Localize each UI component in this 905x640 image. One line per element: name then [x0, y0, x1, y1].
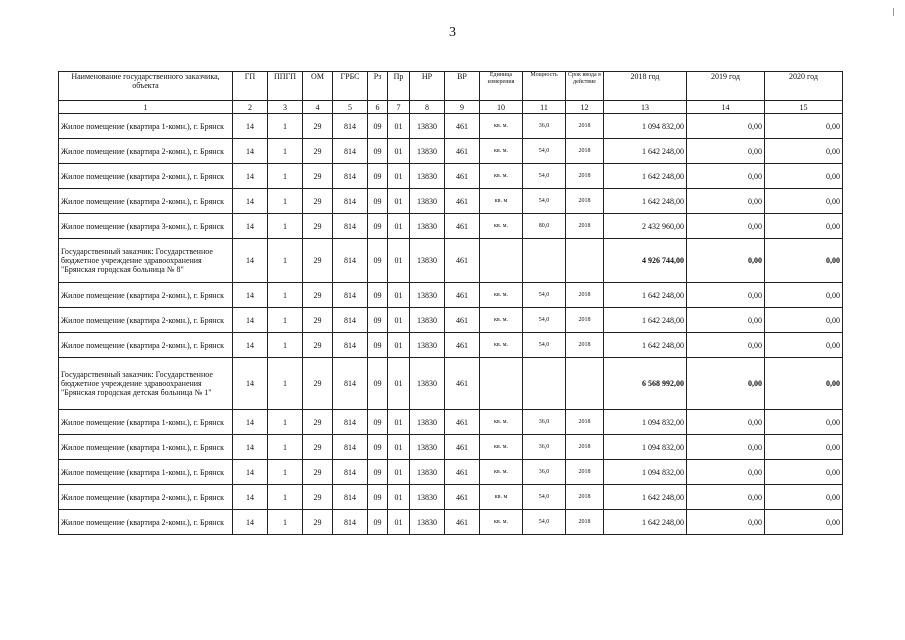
- cell-om: 29: [303, 164, 333, 189]
- cell-amount-2020: 0,00: [765, 308, 843, 333]
- cell-unit: [480, 239, 523, 283]
- cell-amount-2019: 0,00: [687, 283, 765, 308]
- cell-grbs: 814: [333, 485, 368, 510]
- cell-capacity: 80,0: [523, 214, 566, 239]
- cell-capacity: 54,0: [523, 164, 566, 189]
- cell-period: 2018: [566, 189, 604, 214]
- cell-ppgp: 1: [268, 333, 303, 358]
- cell-capacity: 54,0: [523, 510, 566, 535]
- cell-nr: 13830: [410, 214, 445, 239]
- cell-amount-2018: 1 642 248,00: [604, 189, 687, 214]
- cell-pr: 01: [388, 510, 410, 535]
- cell-gp: 14: [233, 114, 268, 139]
- column-number: 15: [765, 101, 843, 114]
- cell-gp: 14: [233, 410, 268, 435]
- cell-period: 2018: [566, 410, 604, 435]
- cell-grbs: 814: [333, 114, 368, 139]
- cell-amount-2019: 0,00: [687, 239, 765, 283]
- cell-rz: 09: [368, 164, 388, 189]
- cell-amount-2020: 0,00: [765, 239, 843, 283]
- cell-pr: 01: [388, 214, 410, 239]
- cell-gp: 14: [233, 333, 268, 358]
- cell-object-name: Жилое помещение (квартира 1-комн.), г. Брянск: [59, 114, 233, 139]
- cell-capacity: 36,0: [523, 460, 566, 485]
- cell-om: 29: [303, 410, 333, 435]
- cell-object-name: Жилое помещение (квартира 2-комн.), г. Брянск: [59, 308, 233, 333]
- column-header-2019: 2019 год: [687, 72, 765, 101]
- column-number: 9: [445, 101, 480, 114]
- cell-capacity: 54,0: [523, 139, 566, 164]
- cell-ppgp: 1: [268, 485, 303, 510]
- table-body: [59, 114, 843, 535]
- cell-grbs: 814: [333, 139, 368, 164]
- cell-om: 29: [303, 139, 333, 164]
- cell-amount-2018: 1 642 248,00: [604, 485, 687, 510]
- cell-nr: 13830: [410, 308, 445, 333]
- cell-nr: 13830: [410, 333, 445, 358]
- cell-object-name: Государственный заказчик: Государственное бюджетное учреждение здравоохранения "Брянская городская больница № 8": [59, 239, 233, 283]
- cell-period: 2018: [566, 333, 604, 358]
- cell-nr: 13830: [410, 283, 445, 308]
- cell-rz: 09: [368, 510, 388, 535]
- cell-grbs: 814: [333, 189, 368, 214]
- column-header-unit: Единица измерения: [480, 72, 523, 101]
- cell-amount-2018: 1 642 248,00: [604, 164, 687, 189]
- cell-gp: 14: [233, 358, 268, 410]
- cell-ppgp: 1: [268, 510, 303, 535]
- cell-object-name: Жилое помещение (квартира 2-комн.), г. Брянск: [59, 164, 233, 189]
- cell-amount-2018: 1 094 832,00: [604, 410, 687, 435]
- budget-table: [58, 71, 843, 535]
- cell-amount-2020: 0,00: [765, 283, 843, 308]
- cell-om: 29: [303, 308, 333, 333]
- cell-object-name: Жилое помещение (квартира 2-комн.), г. Брянск: [59, 283, 233, 308]
- cell-om: 29: [303, 358, 333, 410]
- cell-gp: 14: [233, 214, 268, 239]
- cell-period: 2018: [566, 164, 604, 189]
- cell-vr: 461: [445, 114, 480, 139]
- cell-amount-2019: 0,00: [687, 189, 765, 214]
- column-number: 3: [268, 101, 303, 114]
- cell-ppgp: 1: [268, 410, 303, 435]
- cell-object-name: Жилое помещение (квартира 2-комн.), г. Брянск: [59, 189, 233, 214]
- cell-grbs: 814: [333, 358, 368, 410]
- cell-nr: 13830: [410, 239, 445, 283]
- cell-unit: кв. м.: [480, 214, 523, 239]
- table-header-row: [59, 72, 843, 101]
- table-row: [59, 139, 843, 164]
- column-number: 1: [59, 101, 233, 114]
- cell-pr: 01: [388, 239, 410, 283]
- column-number: 13: [604, 101, 687, 114]
- column-number: 2: [233, 101, 268, 114]
- cell-vr: 461: [445, 214, 480, 239]
- cell-vr: 461: [445, 358, 480, 410]
- column-number: 14: [687, 101, 765, 114]
- cell-pr: 01: [388, 308, 410, 333]
- cell-ppgp: 1: [268, 460, 303, 485]
- customer-summary-row: [59, 239, 843, 283]
- column-number: 7: [388, 101, 410, 114]
- table-row: [59, 283, 843, 308]
- cell-om: 29: [303, 485, 333, 510]
- cell-grbs: 814: [333, 333, 368, 358]
- cell-pr: 01: [388, 485, 410, 510]
- cell-amount-2018: 1 094 832,00: [604, 114, 687, 139]
- cell-amount-2019: 0,00: [687, 435, 765, 460]
- cell-rz: 09: [368, 485, 388, 510]
- cell-capacity: [523, 358, 566, 410]
- cell-object-name: Жилое помещение (квартира 2-комн.), г. Брянск: [59, 333, 233, 358]
- cell-grbs: 814: [333, 410, 368, 435]
- column-header-2018: 2018 год: [604, 72, 687, 101]
- column-number: 12: [566, 101, 604, 114]
- cell-nr: 13830: [410, 435, 445, 460]
- cell-amount-2018: 1 094 832,00: [604, 435, 687, 460]
- column-header-grbs: ГРБС: [333, 72, 368, 101]
- customer-summary-row: [59, 358, 843, 410]
- column-header-name: Наименование государственного заказчика, объекта: [59, 72, 233, 101]
- cell-om: 29: [303, 510, 333, 535]
- cell-amount-2018: 1 642 248,00: [604, 139, 687, 164]
- cell-nr: 13830: [410, 460, 445, 485]
- cell-ppgp: 1: [268, 114, 303, 139]
- cell-vr: 461: [445, 164, 480, 189]
- cell-pr: 01: [388, 460, 410, 485]
- cell-om: 29: [303, 114, 333, 139]
- cell-amount-2019: 0,00: [687, 333, 765, 358]
- cell-vr: 461: [445, 283, 480, 308]
- cell-rz: 09: [368, 308, 388, 333]
- cell-gp: 14: [233, 485, 268, 510]
- cell-object-name: Жилое помещение (квартира 3-комн.), г. Брянск: [59, 214, 233, 239]
- cell-pr: 01: [388, 358, 410, 410]
- cell-om: 29: [303, 333, 333, 358]
- column-number: 5: [333, 101, 368, 114]
- cell-grbs: 814: [333, 510, 368, 535]
- cell-period: [566, 358, 604, 410]
- column-number: 4: [303, 101, 333, 114]
- cell-amount-2019: 0,00: [687, 485, 765, 510]
- cell-amount-2020: 0,00: [765, 164, 843, 189]
- cell-vr: 461: [445, 139, 480, 164]
- cell-ppgp: 1: [268, 214, 303, 239]
- cell-grbs: 814: [333, 460, 368, 485]
- cell-grbs: 814: [333, 308, 368, 333]
- cell-vr: 461: [445, 189, 480, 214]
- cell-pr: 01: [388, 283, 410, 308]
- cell-rz: 09: [368, 333, 388, 358]
- cell-rz: 09: [368, 460, 388, 485]
- column-header-rz: Рз: [368, 72, 388, 101]
- table-row: [59, 485, 843, 510]
- table-row: [59, 435, 843, 460]
- cell-nr: 13830: [410, 510, 445, 535]
- cell-om: 29: [303, 214, 333, 239]
- cell-amount-2020: 0,00: [765, 510, 843, 535]
- cell-amount-2018: 1 642 248,00: [604, 283, 687, 308]
- cell-amount-2019: 0,00: [687, 358, 765, 410]
- cell-grbs: 814: [333, 239, 368, 283]
- table-row: [59, 333, 843, 358]
- cell-amount-2018: 4 926 744,00: [604, 239, 687, 283]
- cell-rz: 09: [368, 410, 388, 435]
- cell-object-name: Государственный заказчик: Государственное бюджетное учреждение здравоохранения "Брянская городская детская больница № 1": [59, 358, 233, 410]
- column-header-capacity: Мощность: [523, 72, 566, 101]
- cell-amount-2019: 0,00: [687, 410, 765, 435]
- cell-amount-2019: 0,00: [687, 460, 765, 485]
- cell-nr: 13830: [410, 114, 445, 139]
- cell-gp: 14: [233, 164, 268, 189]
- cell-nr: 13830: [410, 410, 445, 435]
- column-header-ppgp: ППГП: [268, 72, 303, 101]
- cell-ppgp: 1: [268, 139, 303, 164]
- cell-pr: 01: [388, 435, 410, 460]
- column-header-period: Срок ввода в действие: [566, 72, 604, 101]
- page-number: 3: [449, 25, 456, 40]
- cell-gp: 14: [233, 435, 268, 460]
- cell-amount-2018: 2 432 960,00: [604, 214, 687, 239]
- cell-amount-2020: 0,00: [765, 410, 843, 435]
- cell-amount-2020: 0,00: [765, 189, 843, 214]
- cell-rz: 09: [368, 358, 388, 410]
- table-row: [59, 214, 843, 239]
- cell-grbs: 814: [333, 164, 368, 189]
- table-row: [59, 189, 843, 214]
- column-header-vr: ВР: [445, 72, 480, 101]
- cell-capacity: 54,0: [523, 333, 566, 358]
- cell-amount-2018: 1 094 832,00: [604, 460, 687, 485]
- cell-object-name: Жилое помещение (квартира 1-комн.), г. Брянск: [59, 410, 233, 435]
- cell-rz: 09: [368, 283, 388, 308]
- cell-ppgp: 1: [268, 189, 303, 214]
- cell-amount-2018: 1 642 248,00: [604, 333, 687, 358]
- cell-unit: кв. м: [480, 189, 523, 214]
- table-row: [59, 460, 843, 485]
- cell-capacity: [523, 239, 566, 283]
- column-number: 8: [410, 101, 445, 114]
- table-row: [59, 410, 843, 435]
- table-row: [59, 510, 843, 535]
- cell-period: 2018: [566, 308, 604, 333]
- cell-ppgp: 1: [268, 308, 303, 333]
- cell-gp: 14: [233, 139, 268, 164]
- cell-nr: 13830: [410, 164, 445, 189]
- cell-amount-2020: 0,00: [765, 358, 843, 410]
- cell-pr: 01: [388, 410, 410, 435]
- column-number: 6: [368, 101, 388, 114]
- cell-nr: 13830: [410, 358, 445, 410]
- cell-pr: 01: [388, 139, 410, 164]
- cell-rz: 09: [368, 435, 388, 460]
- cell-period: [566, 239, 604, 283]
- cell-amount-2019: 0,00: [687, 308, 765, 333]
- column-number: 10: [480, 101, 523, 114]
- column-header-gp: ГП: [233, 72, 268, 101]
- cell-unit: кв. м.: [480, 410, 523, 435]
- cell-nr: 13830: [410, 139, 445, 164]
- cell-gp: 14: [233, 460, 268, 485]
- cell-period: 2018: [566, 283, 604, 308]
- cell-unit: [480, 358, 523, 410]
- cell-period: 2018: [566, 114, 604, 139]
- cell-gp: 14: [233, 283, 268, 308]
- cell-unit: кв. м.: [480, 164, 523, 189]
- cell-vr: 461: [445, 308, 480, 333]
- cell-amount-2020: 0,00: [765, 214, 843, 239]
- cell-amount-2018: 6 568 992,00: [604, 358, 687, 410]
- cell-object-name: Жилое помещение (квартира 2-комн.), г. Брянск: [59, 485, 233, 510]
- cell-unit: кв. м.: [480, 114, 523, 139]
- cell-rz: 09: [368, 114, 388, 139]
- column-number: 11: [523, 101, 566, 114]
- cell-ppgp: 1: [268, 283, 303, 308]
- cell-period: 2018: [566, 485, 604, 510]
- cell-capacity: 36,0: [523, 114, 566, 139]
- cell-object-name: Жилое помещение (квартира 1-комн.), г. Брянск: [59, 460, 233, 485]
- cell-nr: 13830: [410, 189, 445, 214]
- cell-rz: 09: [368, 214, 388, 239]
- table-row: [59, 164, 843, 189]
- cell-om: 29: [303, 189, 333, 214]
- cell-amount-2019: 0,00: [687, 164, 765, 189]
- cell-rz: 09: [368, 139, 388, 164]
- cell-amount-2020: 0,00: [765, 485, 843, 510]
- table-row: [59, 308, 843, 333]
- cell-unit: кв. м.: [480, 333, 523, 358]
- column-header-2020: 2020 год: [765, 72, 843, 101]
- column-header-nr: НР: [410, 72, 445, 101]
- cell-amount-2020: 0,00: [765, 139, 843, 164]
- cell-ppgp: 1: [268, 435, 303, 460]
- cell-grbs: 814: [333, 435, 368, 460]
- cell-gp: 14: [233, 189, 268, 214]
- scan-edge-mark: [893, 8, 894, 16]
- cell-amount-2020: 0,00: [765, 435, 843, 460]
- cell-om: 29: [303, 239, 333, 283]
- cell-vr: 461: [445, 460, 480, 485]
- cell-nr: 13830: [410, 485, 445, 510]
- cell-amount-2019: 0,00: [687, 510, 765, 535]
- cell-capacity: 36,0: [523, 435, 566, 460]
- cell-period: 2018: [566, 214, 604, 239]
- cell-period: 2018: [566, 460, 604, 485]
- cell-vr: 461: [445, 510, 480, 535]
- cell-pr: 01: [388, 114, 410, 139]
- cell-unit: кв. м.: [480, 139, 523, 164]
- cell-amount-2018: 1 642 248,00: [604, 308, 687, 333]
- cell-rz: 09: [368, 189, 388, 214]
- cell-ppgp: 1: [268, 358, 303, 410]
- cell-amount-2019: 0,00: [687, 139, 765, 164]
- cell-capacity: 54,0: [523, 283, 566, 308]
- cell-capacity: 54,0: [523, 308, 566, 333]
- cell-unit: кв. м: [480, 485, 523, 510]
- cell-grbs: 814: [333, 283, 368, 308]
- cell-om: 29: [303, 435, 333, 460]
- cell-amount-2018: 1 642 248,00: [604, 510, 687, 535]
- column-number-row: [59, 101, 843, 114]
- cell-pr: 01: [388, 189, 410, 214]
- cell-unit: кв. м.: [480, 308, 523, 333]
- cell-amount-2020: 0,00: [765, 333, 843, 358]
- cell-grbs: 814: [333, 214, 368, 239]
- cell-amount-2020: 0,00: [765, 460, 843, 485]
- cell-unit: кв. м.: [480, 510, 523, 535]
- column-header-om: ОМ: [303, 72, 333, 101]
- cell-pr: 01: [388, 164, 410, 189]
- cell-period: 2018: [566, 435, 604, 460]
- cell-period: 2018: [566, 139, 604, 164]
- cell-amount-2019: 0,00: [687, 214, 765, 239]
- cell-om: 29: [303, 460, 333, 485]
- cell-vr: 461: [445, 485, 480, 510]
- cell-unit: кв. м.: [480, 283, 523, 308]
- cell-period: 2018: [566, 510, 604, 535]
- cell-unit: кв. м.: [480, 435, 523, 460]
- cell-gp: 14: [233, 308, 268, 333]
- cell-capacity: 54,0: [523, 485, 566, 510]
- cell-gp: 14: [233, 510, 268, 535]
- cell-ppgp: 1: [268, 239, 303, 283]
- cell-unit: кв. м.: [480, 460, 523, 485]
- cell-vr: 461: [445, 239, 480, 283]
- table-row: [59, 114, 843, 139]
- cell-object-name: Жилое помещение (квартира 2-комн.), г. Брянск: [59, 510, 233, 535]
- cell-capacity: 54,0: [523, 189, 566, 214]
- column-header-pr: Пр: [388, 72, 410, 101]
- cell-ppgp: 1: [268, 164, 303, 189]
- cell-object-name: Жилое помещение (квартира 2-комн.), г. Брянск: [59, 139, 233, 164]
- cell-amount-2019: 0,00: [687, 114, 765, 139]
- cell-rz: 09: [368, 239, 388, 283]
- cell-amount-2020: 0,00: [765, 114, 843, 139]
- cell-pr: 01: [388, 333, 410, 358]
- cell-object-name: Жилое помещение (квартира 1-комн.), г. Брянск: [59, 435, 233, 460]
- cell-vr: 461: [445, 435, 480, 460]
- cell-vr: 461: [445, 410, 480, 435]
- cell-capacity: 36,0: [523, 410, 566, 435]
- cell-om: 29: [303, 283, 333, 308]
- cell-vr: 461: [445, 333, 480, 358]
- cell-gp: 14: [233, 239, 268, 283]
